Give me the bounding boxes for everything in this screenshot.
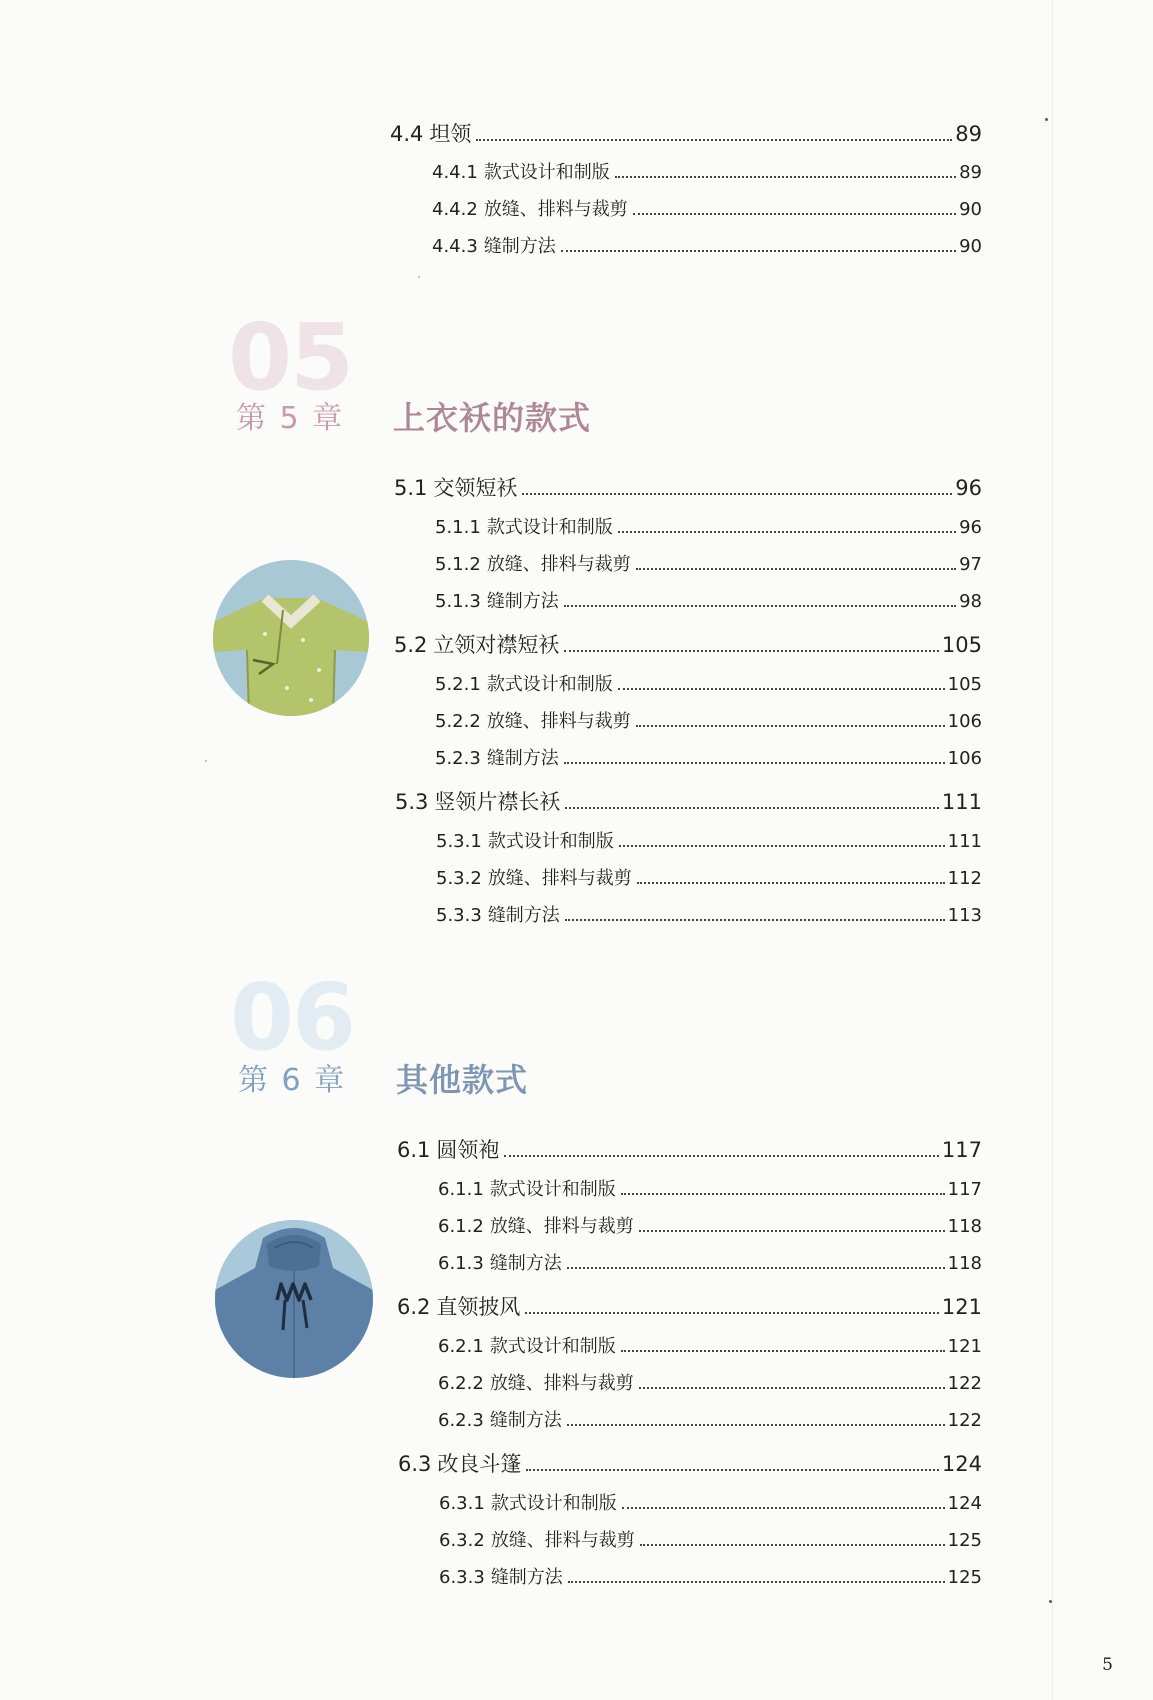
toc-entry-sub[interactable] xyxy=(432,232,982,258)
paper-speck xyxy=(205,760,207,762)
entry-title: 立领对襟短袄 xyxy=(433,633,560,657)
entry-number: 6.2.1 xyxy=(438,1336,484,1357)
entry-title: 款式设计和制版 xyxy=(487,831,614,852)
entry-page: 124 xyxy=(947,1493,982,1514)
entry-page: 106 xyxy=(947,711,982,732)
chapter-title[interactable]: 其他款式 xyxy=(396,1061,529,1099)
dot-leader xyxy=(526,1469,939,1471)
dot-leader xyxy=(561,250,956,252)
dot-leader xyxy=(476,139,952,141)
dot-leader xyxy=(568,1581,945,1583)
entry-title: 放缝、排料与裁剪 xyxy=(483,199,628,220)
entry-title: 款式设计和制版 xyxy=(489,1179,616,1200)
dot-leader xyxy=(525,1312,939,1314)
entry-page: 90 xyxy=(959,236,982,257)
dot-leader xyxy=(504,1155,939,1157)
entry-page: 121 xyxy=(941,1295,982,1319)
entry-number: 5.1 xyxy=(394,476,428,500)
toc-entry-sub[interactable] xyxy=(439,1489,982,1515)
entry-title: 缝制方法 xyxy=(487,905,560,926)
entry-page: 125 xyxy=(947,1567,982,1588)
dot-leader xyxy=(633,213,956,215)
toc-entry-main[interactable] xyxy=(395,786,982,816)
entry-number: 4.4.1 xyxy=(432,162,478,183)
entry-number: 6.1 xyxy=(397,1138,431,1162)
entry-title: 竖领片襟长袄 xyxy=(434,790,561,814)
toc-entry-sub[interactable] xyxy=(438,1212,982,1238)
entry-number: 5.1.2 xyxy=(435,554,481,575)
entry-number: 4.4.2 xyxy=(432,199,478,220)
entry-number: 5.3.2 xyxy=(436,868,482,889)
toc-entry-sub[interactable] xyxy=(432,195,982,221)
dot-leader xyxy=(564,762,945,764)
entry-title: 交领短袄 xyxy=(433,476,518,500)
toc-entry-main[interactable] xyxy=(397,1291,982,1321)
toc-entry-sub[interactable] xyxy=(439,1563,982,1589)
entry-page: 117 xyxy=(947,1179,982,1200)
entry-page: 96 xyxy=(959,517,982,538)
entry-title: 缝制方法 xyxy=(489,1410,562,1431)
entry-number: 6.1.1 xyxy=(438,1179,484,1200)
toc-entry-sub[interactable] xyxy=(435,513,982,539)
entry-page: 118 xyxy=(947,1253,982,1274)
dot-leader xyxy=(565,807,939,809)
entry-number: 6.2.3 xyxy=(438,1410,484,1431)
entry-number: 6.3.1 xyxy=(439,1493,485,1514)
entry-title: 放缝、排料与裁剪 xyxy=(489,1373,634,1394)
entry-page: 113 xyxy=(947,905,982,926)
blue-cloak-illustration xyxy=(215,1220,373,1378)
toc-entry-main[interactable] xyxy=(390,118,982,148)
dot-leader xyxy=(622,1507,945,1509)
entry-page: 124 xyxy=(941,1452,982,1476)
chapter-label: 第 5 章 xyxy=(236,401,345,436)
entry-number: 5.1.3 xyxy=(435,591,481,612)
entry-number: 5.2.3 xyxy=(435,748,481,769)
dot-leader xyxy=(639,1387,945,1389)
entry-number: 5.3.1 xyxy=(436,831,482,852)
page-number: 5 xyxy=(1102,1655,1113,1675)
entry-page: 98 xyxy=(959,591,982,612)
toc-entry-sub[interactable] xyxy=(439,1526,982,1552)
entry-number: 5.3.3 xyxy=(436,905,482,926)
entry-title: 直领披风 xyxy=(436,1295,521,1319)
dot-leader xyxy=(564,605,956,607)
toc-entry-sub[interactable] xyxy=(435,670,982,696)
entry-page: 122 xyxy=(947,1410,982,1431)
entry-number: 6.1.2 xyxy=(438,1216,484,1237)
entry-page: 97 xyxy=(959,554,982,575)
entry-title: 放缝、排料与裁剪 xyxy=(486,711,631,732)
dot-leader xyxy=(618,531,956,533)
entry-page: 121 xyxy=(947,1336,982,1357)
entry-title: 款式设计和制版 xyxy=(489,1336,616,1357)
entry-title: 放缝、排料与裁剪 xyxy=(486,554,631,575)
entry-number: 6.1.3 xyxy=(438,1253,484,1274)
toc-entry-sub[interactable] xyxy=(438,1406,982,1432)
entry-page: 106 xyxy=(947,748,982,769)
entry-number: 4.4.3 xyxy=(432,236,478,257)
toc-entry-sub[interactable] xyxy=(435,587,982,613)
green-jacket-illustration xyxy=(213,560,369,716)
dot-leader xyxy=(619,845,945,847)
edge-mark xyxy=(1045,118,1048,121)
entry-title: 放缝、排料与裁剪 xyxy=(490,1530,635,1551)
entry-page: 122 xyxy=(947,1373,982,1394)
toc-entry-sub[interactable] xyxy=(435,550,982,576)
entry-title: 缝制方法 xyxy=(483,236,556,257)
entry-page: 125 xyxy=(947,1530,982,1551)
toc-entry-sub[interactable] xyxy=(432,158,982,184)
entry-number: 5.2.2 xyxy=(435,711,481,732)
entry-title: 放缝、排料与裁剪 xyxy=(487,868,632,889)
toc-entry-sub[interactable] xyxy=(436,901,982,927)
entry-number: 6.3 xyxy=(398,1452,432,1476)
dot-leader xyxy=(522,493,952,495)
entry-page: 89 xyxy=(959,162,982,183)
toc-entry-main[interactable] xyxy=(398,1448,982,1478)
toc-entry-sub[interactable] xyxy=(435,707,982,733)
toc-entry-sub[interactable] xyxy=(438,1369,982,1395)
entry-number: 5.2 xyxy=(394,633,428,657)
entry-number: 5.1.1 xyxy=(435,517,481,538)
toc-entry-sub[interactable] xyxy=(438,1332,982,1358)
entry-page: 112 xyxy=(947,868,982,889)
chapter-title[interactable]: 上衣袄的款式 xyxy=(393,399,592,437)
entry-page: 90 xyxy=(959,199,982,220)
dot-leader xyxy=(567,1267,945,1269)
dot-leader xyxy=(618,688,945,690)
entry-page: 111 xyxy=(947,831,982,852)
toc-entry-sub[interactable] xyxy=(438,1249,982,1275)
entry-page: 117 xyxy=(941,1138,982,1162)
entry-title: 款式设计和制版 xyxy=(486,674,613,695)
chapter-big-number: 05 xyxy=(228,304,353,411)
entry-page: 89 xyxy=(955,122,982,146)
entry-number: 6.3.3 xyxy=(439,1567,485,1588)
toc-entry-main[interactable] xyxy=(394,629,982,659)
entry-title: 缝制方法 xyxy=(489,1253,562,1274)
entry-title: 缝制方法 xyxy=(486,748,559,769)
entry-title: 缝制方法 xyxy=(490,1567,563,1588)
toc-entry-sub[interactable] xyxy=(435,744,982,770)
chapter-label: 第 6 章 xyxy=(238,1063,347,1098)
toc-entry-sub[interactable] xyxy=(436,827,982,853)
dot-leader xyxy=(621,1350,945,1352)
toc-entry-main[interactable] xyxy=(397,1134,982,1164)
entry-page: 118 xyxy=(947,1216,982,1237)
entry-number: 6.3.2 xyxy=(439,1530,485,1551)
edge-mark xyxy=(1049,1600,1052,1603)
entry-number: 4.4 xyxy=(390,122,424,146)
chapter-big-number: 06 xyxy=(230,964,355,1071)
entry-title: 款式设计和制版 xyxy=(483,162,610,183)
toc-entry-main[interactable] xyxy=(394,472,982,502)
dot-leader xyxy=(636,725,945,727)
entry-number: 5.3 xyxy=(395,790,429,814)
dot-leader xyxy=(621,1193,945,1195)
entry-number: 6.2 xyxy=(397,1295,431,1319)
dot-leader xyxy=(637,882,945,884)
entry-title: 缝制方法 xyxy=(486,591,559,612)
page-edge-line xyxy=(1052,0,1053,1700)
entry-page: 105 xyxy=(941,633,982,657)
dot-leader xyxy=(640,1544,945,1546)
entry-page: 111 xyxy=(941,790,982,814)
entry-page: 105 xyxy=(947,674,982,695)
dot-leader xyxy=(636,568,956,570)
entry-title: 坦领 xyxy=(429,122,472,146)
entry-page: 96 xyxy=(955,476,982,500)
dot-leader xyxy=(639,1230,945,1232)
entry-title: 款式设计和制版 xyxy=(486,517,613,538)
toc-entry-sub[interactable] xyxy=(436,864,982,890)
entry-title: 放缝、排料与裁剪 xyxy=(489,1216,634,1237)
dot-leader xyxy=(567,1424,945,1426)
dot-leader xyxy=(615,176,956,178)
dot-leader xyxy=(564,650,939,652)
entry-title: 款式设计和制版 xyxy=(490,1493,617,1514)
entry-number: 5.2.1 xyxy=(435,674,481,695)
entry-title: 圆领袍 xyxy=(436,1138,500,1162)
entry-title: 改良斗篷 xyxy=(437,1452,522,1476)
entry-number: 6.2.2 xyxy=(438,1373,484,1394)
paper-speck xyxy=(418,276,420,278)
dot-leader xyxy=(565,919,945,921)
toc-entry-sub[interactable] xyxy=(438,1175,982,1201)
